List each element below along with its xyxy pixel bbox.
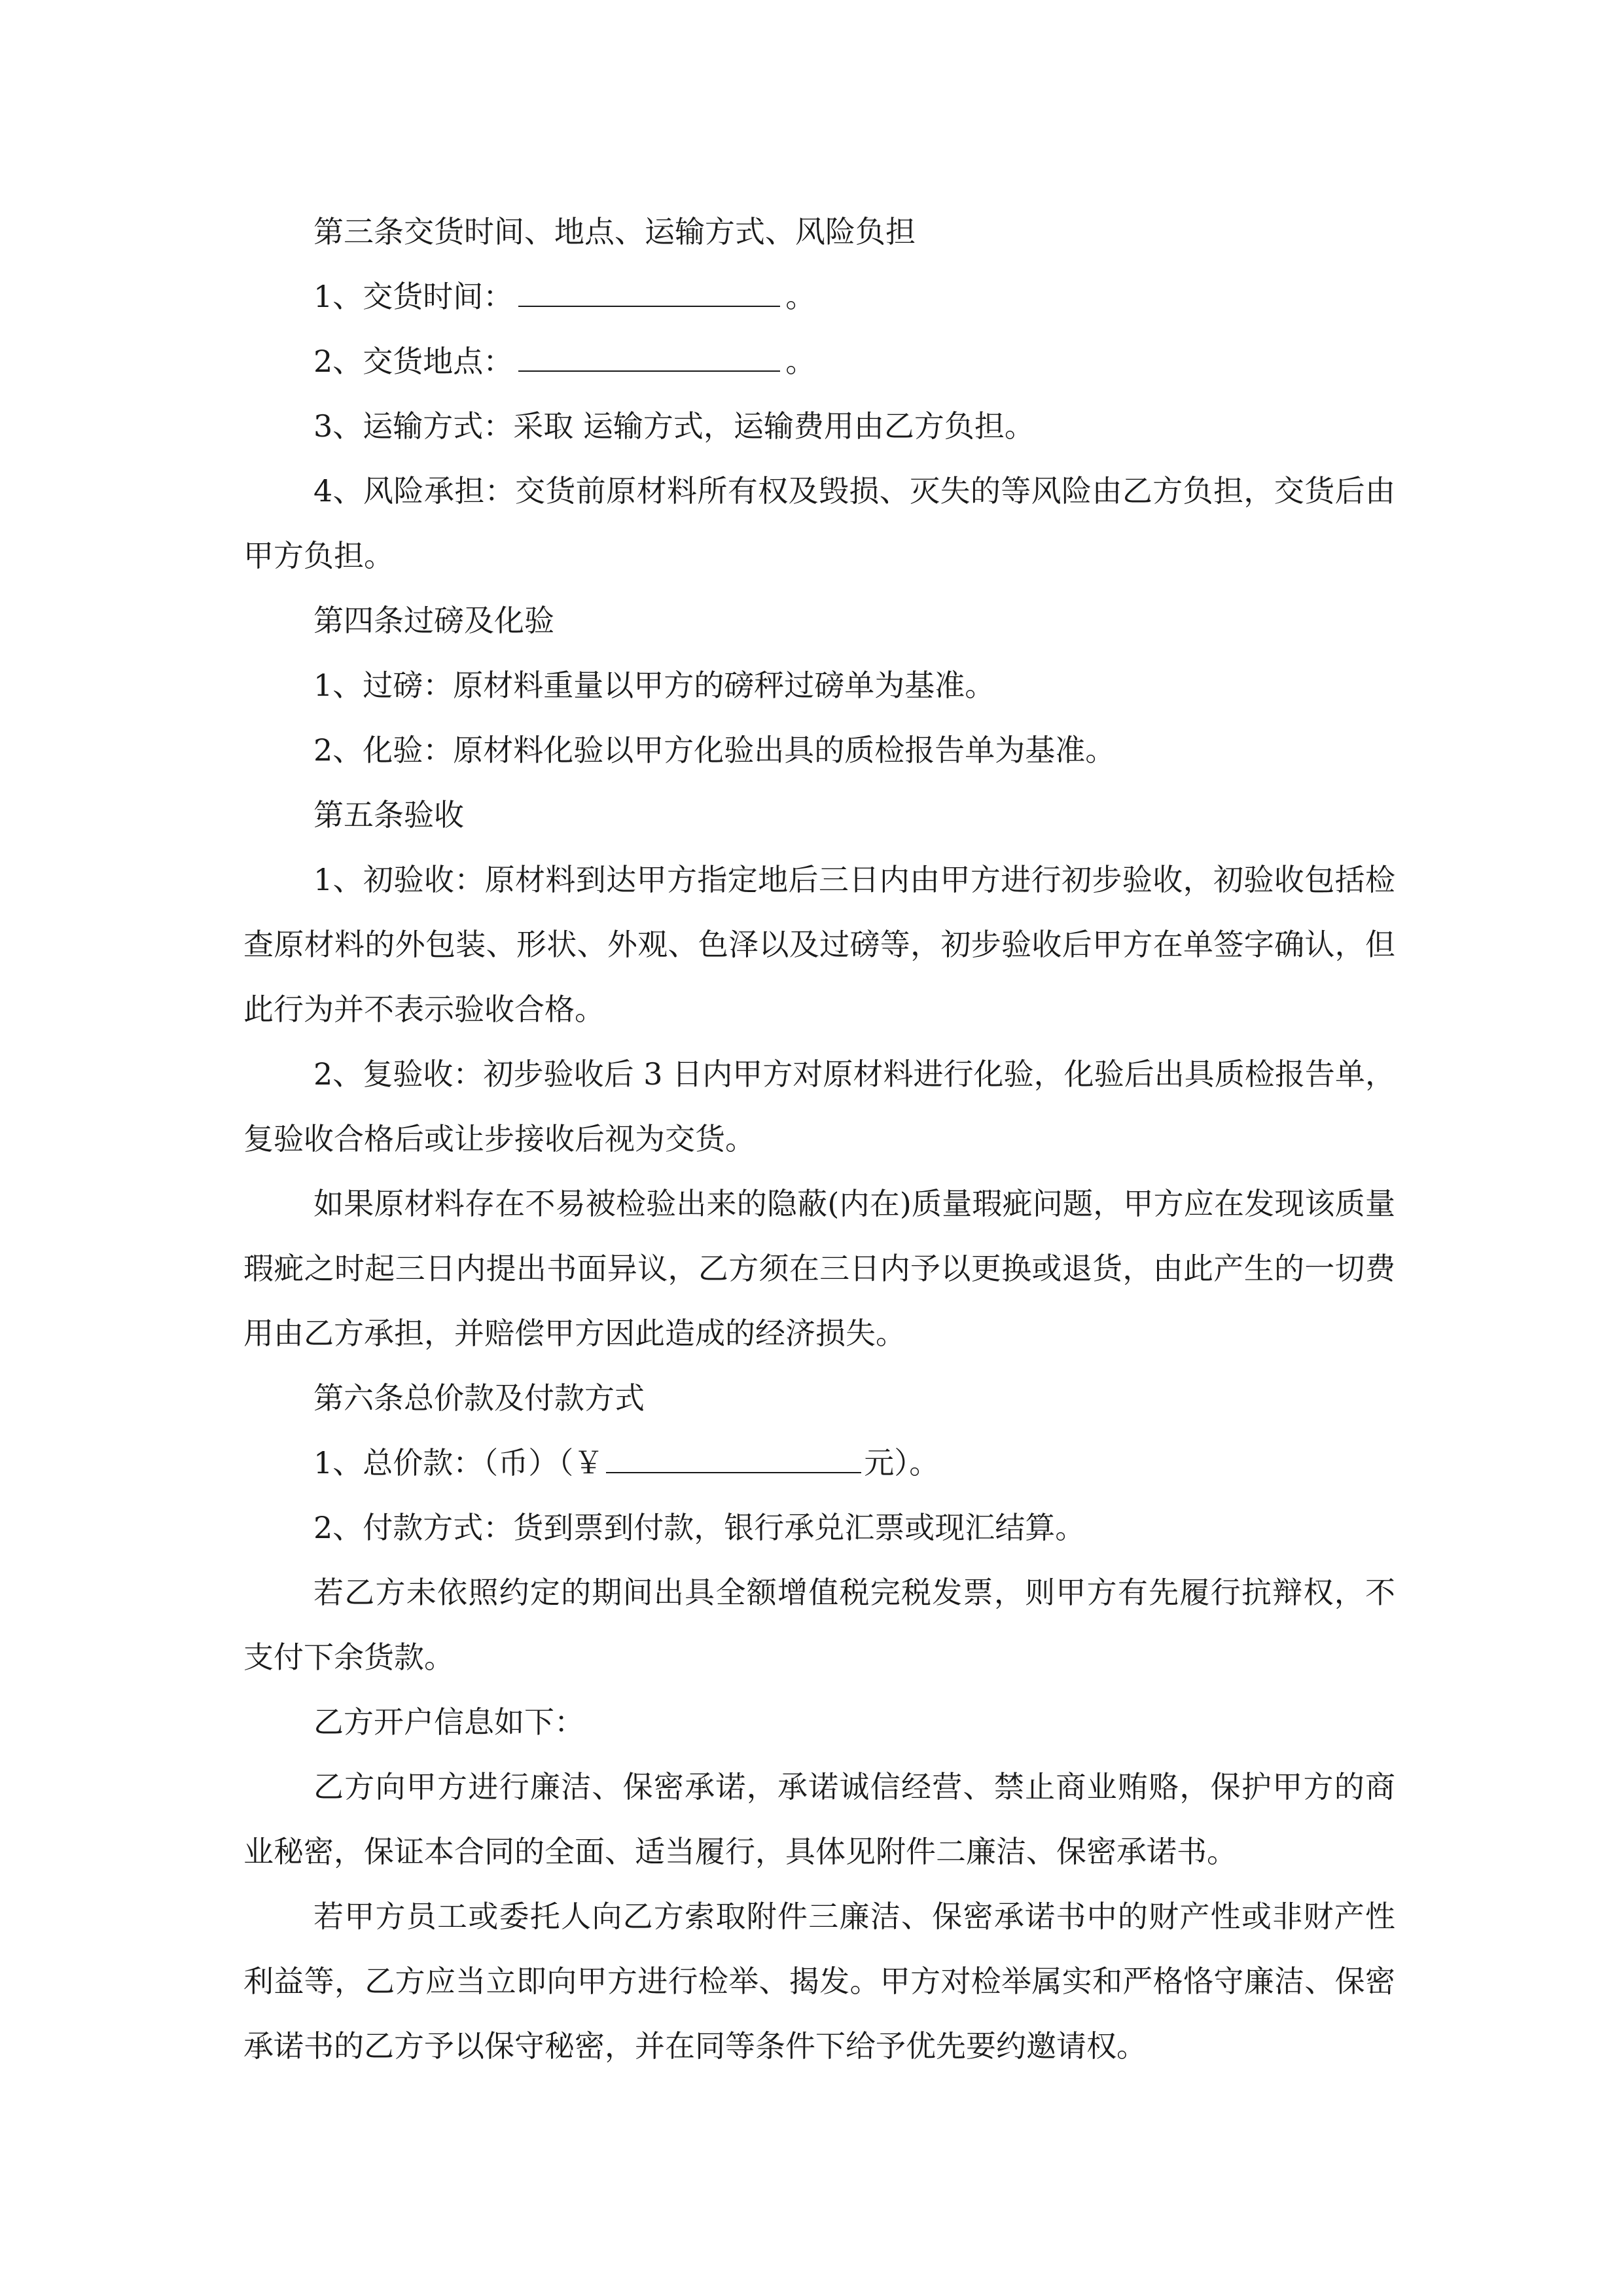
weighing-clause: 1、过磅：原材料重量以甲方的磅秤过磅单为基准。	[313, 668, 995, 703]
section-3-heading: 第三条交货时间、地点、运输方式、风险负担	[313, 214, 916, 249]
assay-clause: 2、化验：原材料化验以甲方化验出具的质检报告单为基准。	[313, 732, 1116, 768]
total-price-end: 元）。	[864, 1445, 940, 1480]
delivery-place-end: 。	[785, 344, 816, 379]
delivery-place-line	[243, 329, 1395, 394]
reporting-clause: 若甲方员工或委托人向乙方索取附件三廉洁、保密承诺书中的财产性或非财产性利益等，乙方应当立即向甲方进行检举、揭发。甲方对检举属实和严格恪守廉洁、保密承诺书的乙方予以保守秘密，并在同等条件下给予优先要约邀请权。	[243, 1899, 1395, 2064]
section-6-heading: 第六条总价款及付款方式	[313, 1380, 645, 1416]
contract-body	[243, 200, 1395, 2079]
delivery-time-label: 1、交货时间：	[313, 279, 514, 314]
integrity-commitment: 乙方向甲方进行廉洁、保密承诺，承诺诚信经营、禁止商业贿赂，保护甲方的商业秘密，保证本合同的全面、适当履行，具体见附件二廉洁、保密承诺书。	[243, 1769, 1395, 1869]
invoice-clause: 若乙方未依照约定的期间出具全额增值税完税发票，则甲方有先履行抗辩权，不支付下余货款。	[243, 1575, 1395, 1675]
bank-info-intro: 乙方开户信息如下：	[313, 1704, 584, 1740]
hidden-defect-clause: 如果原材料存在不易被检验出来的隐蔽(内在)质量瑕疵问题，甲方应在发现该质量瑕疵之时起三日内提出书面异议，乙方须在三日内予以更换或退货，由此产生的一切费用由乙方承担，并赔偿甲方因此造成的经济损失。	[243, 1186, 1395, 1351]
risk-bearing: 4、风险承担：交货前原材料所有权及毁损、灭失的等风险由乙方负担，交货后由甲方负担。	[243, 473, 1395, 573]
section-4-heading: 第四条过磅及化验	[313, 603, 554, 638]
delivery-time-end: 。	[785, 279, 816, 314]
delivery-time-blank	[518, 266, 780, 307]
initial-inspection: 1、初验收：原材料到达甲方指定地后三日内由甲方进行初步验收，初验收包括检查原材料的外包装、形状、外观、色泽以及过磅等，初步验收后甲方在单签字确认，但此行为并不表示验收合格。	[243, 862, 1395, 1027]
section-5-heading: 第五条验收	[313, 797, 464, 833]
total-price-blank	[606, 1433, 861, 1473]
delivery-place-label: 2、交货地点：	[313, 344, 514, 379]
re-inspection: 2、复验收：初步验收后 3 日内甲方对原材料进行化验，化验后出具质检报告单，复验收合格后或让步接收后视为交货。	[243, 1056, 1395, 1157]
delivery-place-blank	[518, 331, 780, 372]
payment-method: 2、付款方式：货到票到付款，银行承兑汇票或现汇结算。	[313, 1510, 1086, 1545]
delivery-time-line	[243, 264, 1395, 329]
total-price-line	[243, 1431, 1395, 1496]
transport-method: 3、运输方式：采取 运输方式，运输费用由乙方负担。	[313, 408, 1035, 444]
total-price-label: 1、总价款：（币）（￥	[313, 1445, 604, 1480]
